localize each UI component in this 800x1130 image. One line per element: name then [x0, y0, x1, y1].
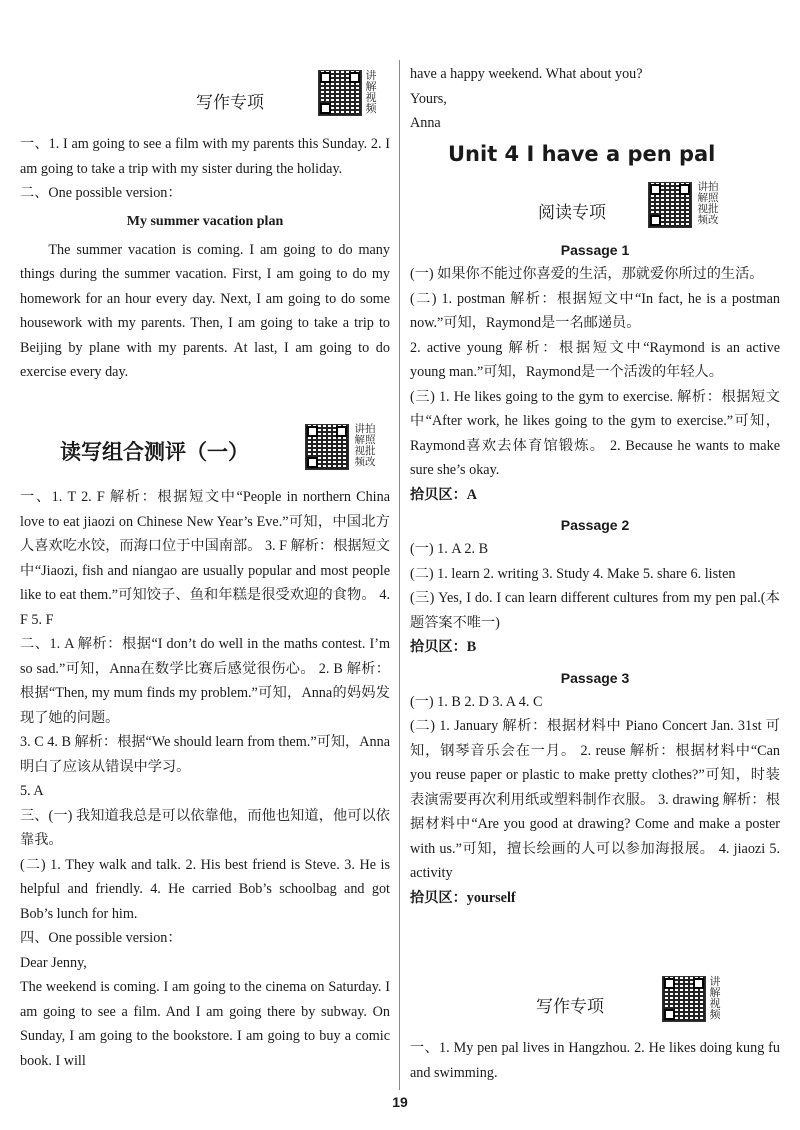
passage-2-part-1: (一) 1. A 2. B — [410, 541, 489, 557]
passage-2-part-3: (三) Yes, I do. I can learn different cultures from my pen pal.(本题答案不唯一) — [410, 590, 780, 631]
letter-body: The weekend is coming. I am going to the cinema on Saturday. I am going to see a film. And I am going there by subway. On Sunday, I am going to the bookstore. I am going to buy a comic book. I will — [20, 979, 390, 1069]
writing-answer-2-head: 二、One possible version： — [20, 185, 182, 201]
qr-code-icon[interactable] — [318, 70, 362, 116]
passage-2-part-2: (二) 1. learn 2. writing 3. Study 4. Make 5. share 6. listen — [410, 565, 736, 582]
qr-code-icon[interactable] — [662, 976, 706, 1022]
qr-code-icon[interactable] — [648, 182, 692, 228]
passage-1-part-2: (二) 1. postman 解析：根据短文中“In fact, he is a postman now.”可知，Raymond是一名邮递员。 — [410, 290, 780, 331]
writing-section-title-2: 写作专项 — [536, 997, 604, 1017]
writing-answer-unit4: 一、1. My pen pal lives in Hangzhou. 2. He likes doing kung fu and swimming. — [410, 1040, 780, 1081]
test-part-2: 二、1. A 解析：根据“I don’t do well in the maths contest. I’m so sad.”可知，Anna在数学比赛后感觉很伤心。 2. B 解析：根据“Then, my mum finds my problem.”可知，Anna的妈妈发现了她的问题。 — [20, 636, 390, 726]
test-part-3a: 三、(一) 我知道我总是可以依靠他，而他也知道，他可以依靠我。 — [20, 807, 390, 848]
letter-end: have a happy weekend. What about you? — [410, 66, 643, 82]
page-number: 19 — [392, 1094, 408, 1110]
passage-3-part-2: (二) 1. January 解析：根据材料中 Piano Concert Jan. 31st 可知，钢琴音乐会在一月。 2. reuse 解析：根据材料中“Can you reuse paper or plastic to make pretty clothes?”可知，时装表演需要再次利用纸或塑料制作衣服。 3. drawing 解析：根据材料中“Are you good at drawing? Come and make a poster with us.”可知，擅长绘画的人可以参加海报展。 4. jiaozi 5. activity — [410, 718, 780, 881]
passage-1-shells: 拾贝区：A — [410, 486, 477, 503]
passage-3-shells: 拾贝区：yourself — [410, 889, 516, 906]
passage-1-part-1: (一) 如果你不能过你喜爱的生活，那就爱你所过的生活。 — [410, 266, 764, 282]
reading-section-title: 阅读专项 — [538, 203, 606, 223]
unit-title: Unit 4 I have a pen pal — [448, 142, 716, 166]
qr-grading-label: 讲拍解照视批频改 — [354, 423, 376, 468]
letter-greeting: Dear Jenny, — [20, 954, 87, 971]
test-part-4-head: 四、One possible version： — [20, 930, 182, 946]
passage-3-title: Passage 3 — [560, 669, 630, 686]
test-part-3b: (二) 1. They walk and talk. 2. His best friend is Steve. 3. He is helpful and friendly. 4. He carried Bob’s schoolbag and got Bob’s lunch for him. — [20, 856, 390, 922]
passage-2-shells: 拾贝区：B — [410, 639, 477, 655]
test-part-1: 一、1. T 2. F 解析：根据短文中“People in northern China love to eat jiaozi on Chinese New Year’s Eve.”可知，中国北方人喜欢吃水饺，而海口位于中国南部。 3. F 解析：根据短文中“Jiaozi, fish and niangao are usually popular and most people like to eat them.”可知饺子、鱼和年糕是很受欢迎的食物。 4. F 5. F — [20, 489, 390, 628]
test-section-title: 读写组合测评（一） — [60, 440, 249, 464]
qr-code-icon[interactable] — [305, 424, 349, 470]
qr-grading-label: 讲拍解照视批频改 — [697, 181, 719, 226]
qr-video-label: 讲解视频 — [365, 69, 377, 115]
column-divider — [399, 60, 400, 1090]
writing-answer-1: 一、1. I am going to see a film with my parents this Sunday. 2. I am going to take a trip with my sister during the holiday. — [20, 136, 390, 177]
letter-signature: Anna — [410, 115, 441, 131]
test-part-2b: 3. C 4. B 解析：根据“We should learn from them.”可知，Anna明白了应该从错误中学习。 — [20, 734, 390, 775]
essay-title: My summer vacation plan — [126, 213, 284, 229]
test-part-2c: 5. A — [20, 783, 44, 799]
passage-2-title: Passage 2 — [560, 517, 630, 533]
letter-closing: Yours, — [410, 90, 447, 107]
qr-video-label: 讲解视频 — [709, 975, 721, 1021]
passage-1-part-2b: 2. active young 解析：根据短文中“Raymond is an active young man.”可知，Raymond是一个活泼的年轻人。 — [410, 339, 780, 380]
essay-body: The summer vacation is coming. I am going to do many things during the summer vacation. First, I am going to do my homework for an hour every day. Next, I am going to do some housework with my parents. Then, I am going to take a trip to Beijing by plane with my parents. At last, I am going to do exercise every day. — [20, 241, 390, 380]
passage-1-title: Passage 1 — [560, 242, 630, 258]
writing-section-title: 写作专项 — [196, 93, 264, 113]
passage-3-part-1: (一) 1. B 2. D 3. A 4. C — [410, 693, 543, 710]
passage-1-part-3: (三) 1. He likes going to the gym to exercise. 解析：根据短文中“After work, he likes going to the gym to exercise.”可知，Raymond喜欢去体育馆锻炼。 2. Because he wants to make sure she’s okay. — [410, 388, 780, 478]
